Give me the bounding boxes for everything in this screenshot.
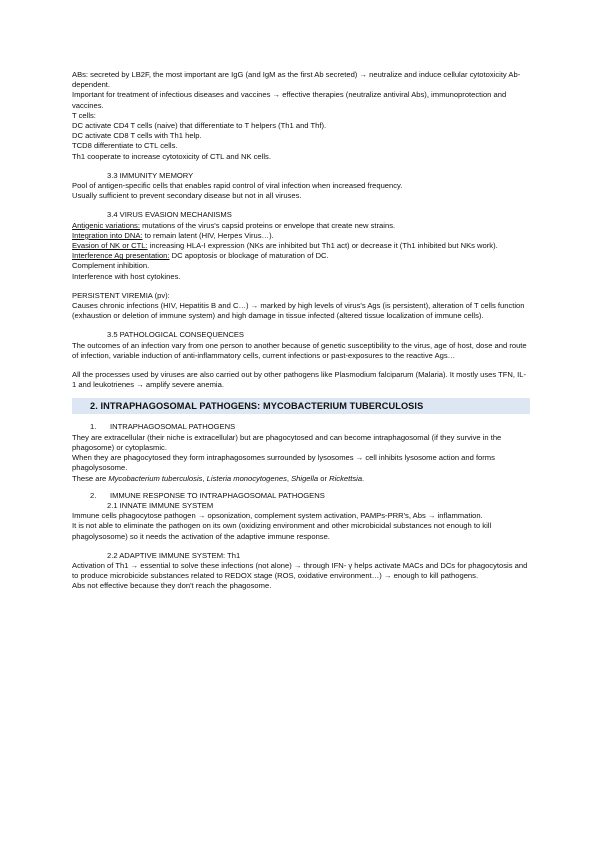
intro-line: DC activate CD4 T cells (naive) that differentiate to T helpers (Th1 and Thf).: [72, 121, 327, 131]
intro-line: Important for treatment of infectious diseases and vaccines → effective therapies (neutralize antiviral Abs), immunoprotection and vaccines.: [72, 90, 507, 110]
section-banner: 2. INTRAPHAGOSOMAL PATHOGENS: MYCOBACTERIUM TUBERCULOSIS: [72, 398, 530, 414]
subsection-heading-innate: 2.1 INNATE IMMUNE SYSTEM: [107, 500, 214, 510]
paragraph: They are extracellular (their niche is extracellular) but are phagocytosed and can become intraphagosomal (if they survive in the phagosome) or cytoplasmic.: [72, 432, 502, 452]
intro-line: TCD8 differentiate to CTL cells.: [72, 141, 178, 151]
paragraph: It is not able to eliminate the pathogen on its own (oxidizing environment and other microbicidal substances not enough to kill phagolysosome) so it needs the activation of the adaptive immune response.: [72, 521, 492, 541]
intro-line: T cells:: [72, 110, 96, 120]
paragraph: Immune cells phagocytose pathogen → opsonization, complement system activation, PAMPs-PRR's, Abs → inflammation.: [72, 511, 483, 521]
paragraph: All the processes used by viruses are also carried out by other pathogens like Plasmodium falciparum (Malaria). It mostly uses TFN, IL-1 and leukotrienes → amplify severe anemia.: [72, 370, 526, 390]
evasion-item: Evasion of NK or CTL: increasing HLA-I expression (NKs are inhibited but Th1 act) or decrease it (Th1 inhibited but NKs work).: [72, 241, 498, 251]
paragraph: Activation of Th1 → essential to solve these infections (not alone) → through IFN- γ helps activate MACs and DCs for phagocytosis and to produce microbicide substances related to REDOX stage (ROS, oxidative environment…) → enough to kill pathogens.: [72, 560, 528, 581]
section-heading-immunity-memory: 3.3 IMMUNITY MEMORY: [107, 170, 194, 180]
section-heading-virus-evasion: 3.4 VIRUS EVASION MECHANISMS: [107, 210, 232, 220]
evasion-term: Interference Ag presentation:: [72, 251, 170, 261]
persistent-viremia-heading: PERSISTENT VIREMIA (pv):: [72, 290, 170, 300]
list-heading: 2. IMMUNE RESPONSE TO INTRAPHAGOSOMAL PATHOGENS: [90, 490, 325, 500]
pathogen-list: These are Mycobacterium tuberculosis, Listeria monocytogenes, Shigella or Rickettsia.: [72, 473, 365, 483]
evasion-item: Complement inhibition.: [72, 261, 150, 271]
intro-line: ABs: secreted by LB2F, the most important are IgG (and IgM as the first Ab secreted) → neutralize and induce cellular cytotoxicity Ab-dependent.: [72, 70, 521, 90]
evasion-term: Integration into DNA:: [72, 230, 143, 240]
evasion-term: Evasion of NK or CTL:: [72, 241, 148, 251]
paragraph-line: Usually sufficient to prevent secondary disease but not in all viruses.: [72, 191, 302, 201]
paragraph: When they are phagocytosed they form intraphagosomes surrounded by lysosomes → cell inhibits lysosome action and forms phagolysosome.: [72, 453, 495, 473]
document-page: [72, 70, 530, 592]
intro-line: Th1 cooperate to increase cytotoxicity of CTL and NK cells.: [72, 151, 271, 161]
intro-line: DC activate CD8 T cells with Th1 help.: [72, 131, 202, 141]
list-heading: 1. INTRAPHAGOSOMAL PATHOGENS: [90, 422, 236, 432]
paragraph: Abs not effective because they don't reach the phagosome.: [72, 581, 272, 591]
paragraph-line: Pool of antigen-specific cells that enables rapid control of viral infection when increased frequency.: [72, 181, 403, 191]
subsection-heading-adaptive: 2.2 ADAPTIVE IMMUNE SYSTEM: Th1: [107, 550, 241, 560]
paragraph: Causes chronic infections (HIV, Hepatitis B and C…) → marked by high levels of virus's Ags (is persistent), alteration of T cells function (exhaustion or deletion of immune system) and high damage in tissue infected (altered tissue localization of immune cells).: [72, 301, 525, 321]
evasion-item: Interference Ag presentation: DC apoptosis or blockage of maturation of DC.: [72, 251, 329, 261]
evasion-item: Interference with host cytokines.: [72, 271, 181, 281]
section-heading-pathological-consequences: 3.5 PATHOLOGICAL CONSEQUENCES: [107, 330, 245, 340]
evasion-item: Integration into DNA: to remain latent (HIV, Herpes Virus…).: [72, 230, 274, 240]
evasion-term: Antigenic variations:: [72, 220, 140, 230]
paragraph: The outcomes of an infection vary from one person to another because of genetic susceptibility to the virus, age of host, dose and route of infection, variable induction of anti-inflammatory cells, current infections or past-exposures to the reactive Ags…: [72, 340, 527, 360]
evasion-item: Antigenic variations: mutations of the virus's capsid proteins or envelope that create new strains.: [72, 220, 396, 230]
